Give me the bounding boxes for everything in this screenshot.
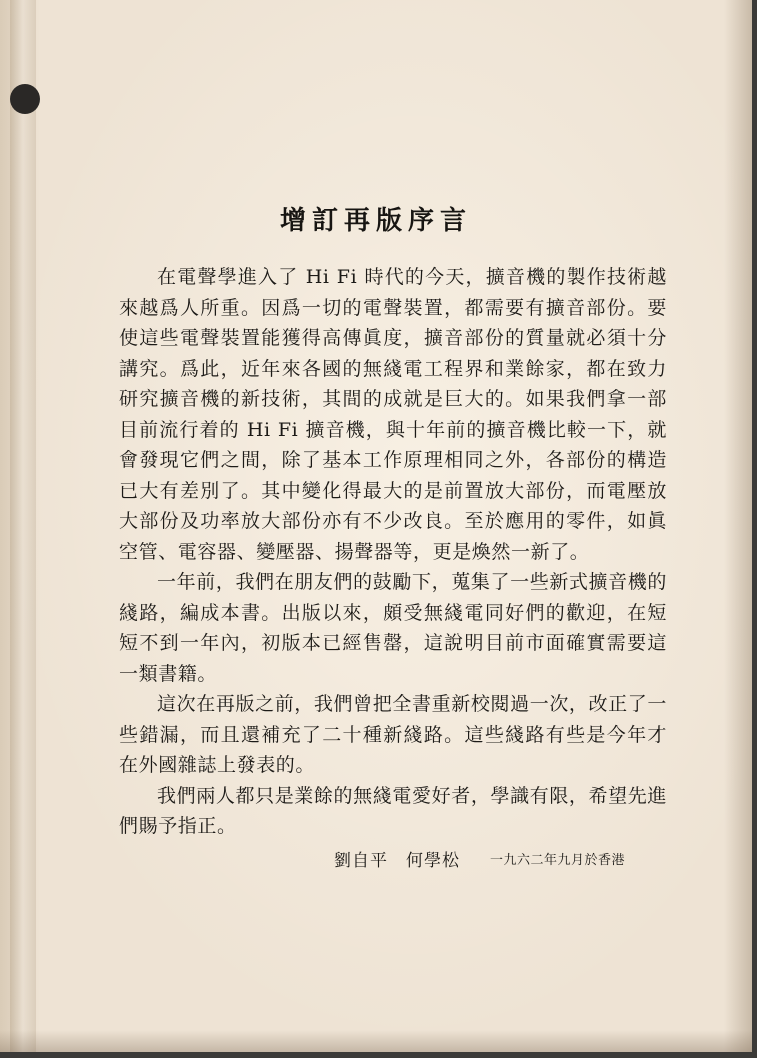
punch-hole — [10, 84, 40, 114]
date-place: 一九六二年九月於香港 — [490, 853, 626, 868]
author-names: 劉自平 何學松 — [334, 851, 460, 871]
paragraph-4: 我們兩人都只是業餘的無綫電愛好者，學識有限，希望先進們賜予指正。 — [119, 784, 667, 837]
paragraph-1: 在電聲學進入了 Hi Fi 時代的今天，擴音機的製作技術越來越爲人所重。因爲一切的電聲裝置，都需要有擴音部份。要使這些電聲裝置能獲得高傳眞度，擴音部份的質量就必須十分講究。爲此，近年來各國的無綫電工程界和業餘家，都在致力研究擴音機的新技術，其間的成就是巨大的。如果我們拿一部目前流行着的 Hi Fi 擴音機，與十年前的擴音機比較一下，就會發現它們之間，除了基本工作原理相同之外，各部份的構造已大有差別了。其中變化得最大的是前置放大部份，而電壓放大部份及功率放大部份亦有不少改良。至於應用的零件，如眞空管、電容器、變壓器、揚聲器等，更是煥然一新了。 — [119, 266, 667, 563]
paragraph-2: 一年前，我們在朋友們的鼓勵下，蒐集了一些新式擴音機的綫路，編成本書。出版以來，頗受無綫電同好們的歡迎，在短短不到一年內，初版本已經售罄，這說明目前市面確實需要這一類書籍。 — [119, 571, 667, 685]
binding-fold — [10, 0, 36, 1052]
signature-line — [0, 846, 752, 876]
preface-body — [119, 262, 667, 842]
paragraph-3: 這次在再版之前，我們曾把全書重新校閱過一次，改正了一些錯漏，而且還補充了二十種新綫路。這些綫路有些是今年才在外國雜誌上發表的。 — [119, 693, 667, 776]
preface-title: 增訂再版序言 — [279, 206, 472, 236]
page-bottom-shadow — [0, 1030, 752, 1052]
page-edge-shadow — [724, 0, 752, 1052]
